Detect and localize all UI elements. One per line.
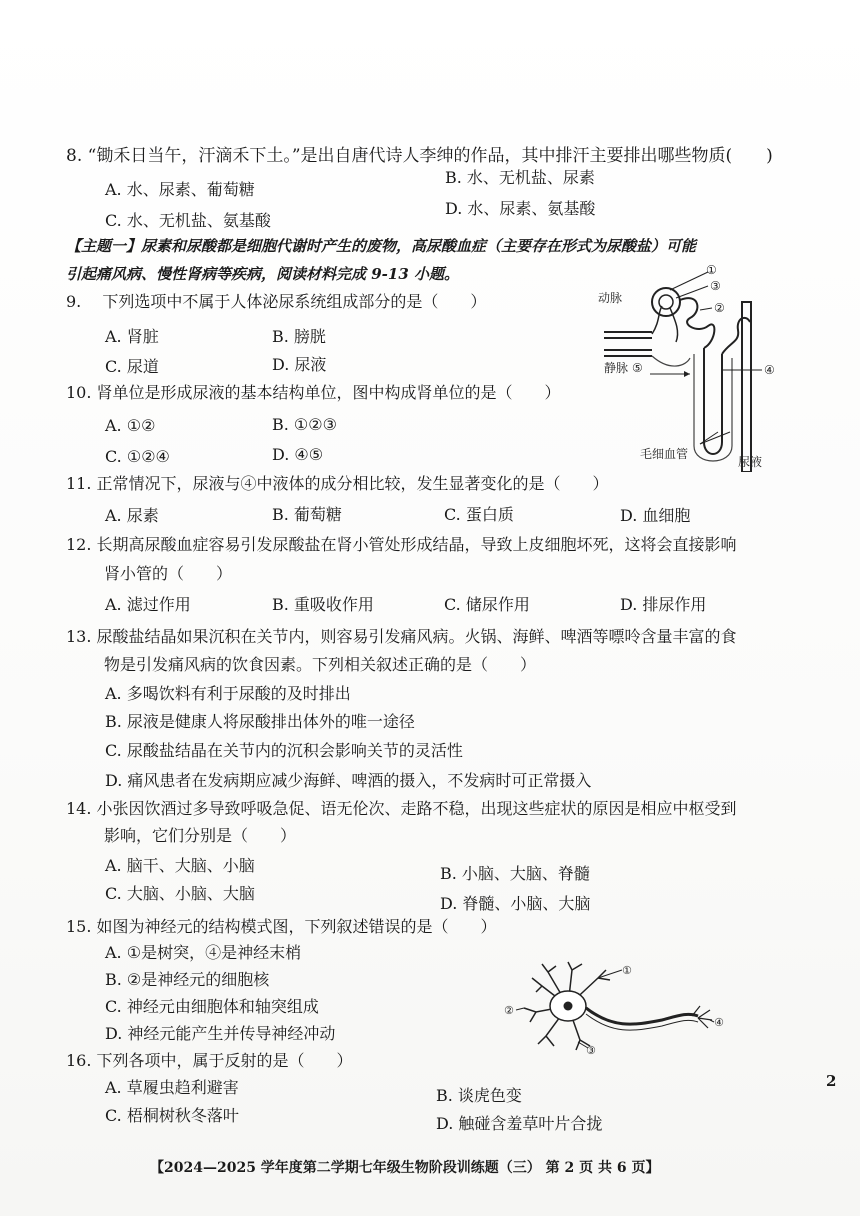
- q8-option-d: D. 水、尿素、氨基酸: [445, 199, 596, 218]
- label-artery: 动脉: [598, 291, 623, 305]
- q15-option-b: B. ②是神经元的细胞核: [105, 970, 270, 989]
- q15-option-c: C. 神经元由细胞体和轴突组成: [105, 997, 319, 1016]
- q9-option-a: A. 肾脏: [105, 327, 159, 346]
- topic1-line1: 【主题一】尿素和尿酸都是细胞代谢时产生的废物，高尿酸血症（主要存在形式为尿酸盐）可能: [66, 237, 697, 255]
- q12-stem-line1: 12. 长期高尿酸血症容易引发尿酸盐在肾小管处形成结晶，导致上皮细胞坏死，这将会直接影响: [66, 535, 737, 554]
- q11-stem: 11. 正常情况下，尿液与④中液体的成分相比较，发生显著变化的是（ ）: [66, 474, 609, 493]
- q14-option-b: B. 小脑、大脑、脊髓: [440, 864, 590, 883]
- q11-option-d: D. 血细胞: [620, 506, 691, 525]
- q11-option-b: B. 葡萄糖: [272, 505, 342, 524]
- label-capillary: 毛细血管: [640, 447, 689, 461]
- q10-option-b: B. ①②③: [272, 415, 337, 434]
- q15-option-a: A. ①是树突，④是神经末梢: [105, 943, 302, 962]
- q15-option-d: D. 神经元能产生并传导神经冲动: [105, 1024, 336, 1043]
- label-n4: ④: [764, 363, 775, 377]
- neuron-label-n4: ④: [714, 1016, 724, 1029]
- q13-option-c: C. 尿酸盐结晶在关节内的沉积会影响关节的灵活性: [105, 741, 463, 760]
- label-urine: 尿液: [738, 455, 763, 469]
- loop-of-henle: [704, 348, 722, 454]
- q16-option-a: A. 草履虫趋利避害: [105, 1078, 239, 1097]
- label-n2: ②: [714, 301, 725, 315]
- q16-option-d: D. 触碰含羞草叶片合拢: [436, 1114, 603, 1133]
- q8-option-b: B. 水、无机盐、尿素: [445, 168, 595, 187]
- q10-option-d: D. ④⑤: [272, 445, 324, 464]
- page-footer: 【2024—2025 学年度第二学期七年级生物阶段训练题（三） 第 2 页 共 6 页】: [150, 1160, 660, 1176]
- neuron-diagram: [502, 956, 732, 1056]
- q13-stem-line2: 物是引发痛风病的饮食因素。下列相关叙述正确的是（ ）: [104, 655, 537, 674]
- q12-option-d: D. 排尿作用: [620, 595, 707, 614]
- q8-stem: 8. “锄禾日当午，汗滴禾下土。”是出自唐代诗人李绅的作品，其中排汗主要排出哪些物质( ): [66, 146, 773, 166]
- renal-capsule: [652, 288, 680, 316]
- nerve-ending: [692, 1006, 712, 1028]
- q15-stem: 15. 如图为神经元的结构模式图，下列叙述错误的是（ ）: [66, 917, 497, 936]
- q14-option-a: A. 脑干、大脑、小脑: [105, 856, 255, 875]
- q9-option-d: D. 尿液: [272, 355, 327, 374]
- topic1-line2: 引起痛风病、慢性肾病等疾病，阅读材料完成 9-13 小题。: [66, 265, 459, 283]
- q11-option-c: C. 蛋白质: [444, 505, 514, 524]
- q14-option-c: C. 大脑、小脑、大脑: [105, 884, 255, 903]
- nucleus: [564, 1002, 573, 1011]
- q12-stem-line2: 肾小管的（ ）: [104, 564, 233, 583]
- neuron-label-n2: ②: [504, 1004, 514, 1017]
- q9-stem: 9. 下列选项中不属于人体泌尿系统组成部分的是（ ）: [66, 292, 487, 311]
- q16-stem: 16. 下列各项中，属于反射的是（ ）: [66, 1051, 353, 1070]
- q11-option-a: A. 尿素: [105, 506, 159, 525]
- q14-stem-line2: 影响，它们分别是（ ）: [104, 826, 297, 845]
- q8-option-a: A. 水、尿素、葡萄糖: [105, 180, 255, 199]
- q13-option-b: B. 尿液是健康人将尿酸排出体外的唯一途径: [105, 712, 415, 731]
- q12-option-a: A. 滤过作用: [105, 595, 191, 614]
- collecting-duct: [742, 302, 751, 472]
- q9-option-b: B. 膀胱: [272, 327, 326, 346]
- axon: [586, 1008, 698, 1024]
- nephron-diagram: [590, 262, 810, 472]
- q10-stem: 10. 肾单位是形成尿液的基本结构单位，图中构成肾单位的是（ ）: [66, 383, 561, 402]
- label-n5: ⑤: [632, 361, 643, 375]
- q12-option-b: B. 重吸收作用: [272, 595, 374, 614]
- q13-option-d: D. 痛风患者在发病期应减少海鲜、啤酒的摄入，不发病时可正常摄入: [105, 771, 592, 790]
- q14-stem-line1: 14. 小张因饮酒过多导致呼吸急促、语无伦次、走路不稳，出现这些症状的原因是相应中枢受到: [66, 799, 737, 818]
- q10-option-c: C. ①②④: [105, 447, 170, 466]
- q13-option-a: A. 多喝饮料有利于尿酸的及时排出: [105, 684, 351, 703]
- q12-option-c: C. 储尿作用: [444, 595, 530, 614]
- proximal-tubule: [680, 298, 714, 348]
- q14-option-d: D. 脊髓、小脑、大脑: [440, 894, 591, 913]
- q13-stem-line1: 13. 尿酸盐结晶如果沉积在关节内，则容易引发痛风病。火锅、海鲜、啤酒等嘌呤含量丰富的食: [66, 627, 737, 646]
- label-n3: ③: [710, 279, 721, 293]
- q8-option-c: C. 水、无机盐、氨基酸: [105, 211, 271, 230]
- q9-option-c: C. 尿道: [105, 357, 159, 376]
- label-n1: ①: [706, 263, 717, 277]
- q16-option-c: C. 梧桐树秋冬落叶: [105, 1106, 239, 1125]
- q16-option-b: B. 谈虎色变: [436, 1086, 522, 1105]
- neuron-label-n3: ③: [586, 1044, 596, 1056]
- label-vein: 静脉: [604, 361, 629, 375]
- side-mark: 2: [826, 1072, 837, 1090]
- q10-option-a: A. ①②: [105, 416, 156, 435]
- neuron-label-n1: ①: [622, 964, 632, 977]
